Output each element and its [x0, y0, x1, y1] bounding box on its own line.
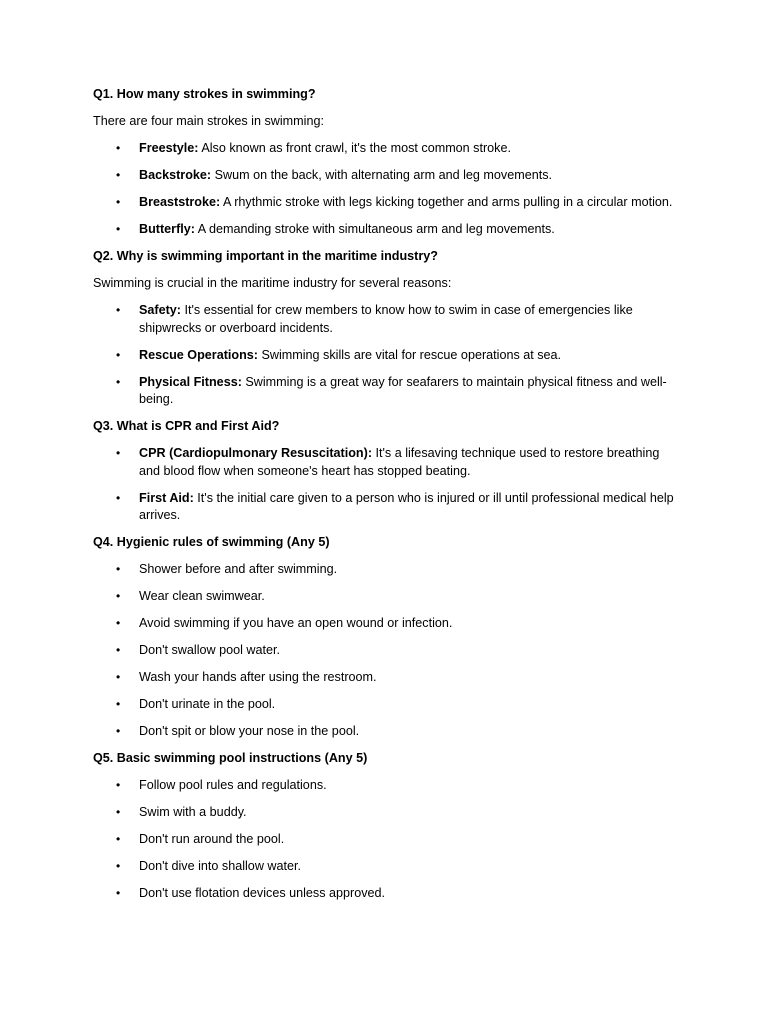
item-term: First Aid: — [139, 490, 194, 505]
list-item — [93, 302, 678, 337]
list-item — [93, 723, 678, 741]
list-item — [93, 490, 678, 525]
bullet-icon: • — [116, 886, 121, 900]
item-text: Swim with a buddy. — [139, 805, 247, 819]
item-text: It's essential for crew members to know how to swim in case of emergencies like shipwrecks or overboard incidents. — [139, 303, 633, 335]
item-term: CPR (Cardiopulmonary Resuscitation): — [139, 446, 373, 460]
list-item — [93, 221, 678, 239]
item-text: Swimming skills are vital for rescue operations at sea. — [257, 347, 562, 362]
item-term: Breaststroke: — [139, 195, 221, 209]
item-term: Butterfly: — [139, 222, 195, 236]
bullet-icon: • — [116, 347, 121, 362]
question-heading: Q4. Hygienic rules of swimming (Any 5) — [93, 535, 330, 549]
item-text: It's the initial care given to a person who is injured or ill until professional medical help arrives. — [139, 490, 674, 522]
item-text: Also known as front crawl, it's the most common stroke. — [198, 141, 511, 155]
answer-intro: Swimming is crucial in the maritime industry for several reasons: — [93, 276, 452, 290]
bullet-icon: • — [116, 195, 121, 209]
question-heading: Q3. What is CPR and First Aid? — [93, 419, 280, 433]
item-text: A demanding stroke with simultaneous arm and leg movements. — [194, 222, 555, 236]
list-item — [93, 885, 678, 903]
list-item — [93, 140, 678, 158]
item-text: Shower before and after swimming. — [139, 562, 338, 576]
answer-intro: There are four main strokes in swimming: — [93, 114, 324, 128]
item-text: Don't spit or blow your nose in the pool. — [139, 724, 360, 738]
answer-list — [93, 445, 678, 525]
item-term: Rescue Operations: — [139, 347, 258, 362]
answer-list — [93, 302, 678, 409]
bullet-icon: • — [116, 303, 121, 317]
bullet-icon: • — [116, 832, 121, 846]
document-page — [93, 86, 678, 912]
item-text: Follow pool rules and regulations. — [139, 778, 327, 792]
bullet-icon: • — [116, 859, 121, 873]
list-item — [93, 194, 678, 212]
list-item — [93, 347, 678, 365]
bullet-icon: • — [116, 446, 121, 460]
question-heading: Q5. Basic swimming pool instructions (Any 5) — [93, 751, 368, 765]
answer-list — [93, 777, 678, 903]
list-item — [93, 374, 678, 409]
bullet-icon: • — [116, 643, 121, 657]
bullet-icon: • — [116, 168, 121, 182]
item-text: Swum on the back, with alternating arm and leg movements. — [211, 168, 553, 182]
bullet-icon: • — [116, 222, 121, 236]
item-term: Freestyle: — [139, 141, 199, 155]
list-item — [93, 445, 678, 480]
item-text: It's a lifesaving technique used to restore breathing and blood flow when someone's heart has stopped beating. — [139, 446, 660, 478]
item-text: A rhythmic stroke with legs kicking together and arms pulling in a circular motion. — [220, 195, 673, 209]
bullet-icon: • — [116, 724, 121, 738]
bullet-icon: • — [116, 805, 121, 819]
bullet-icon: • — [116, 562, 121, 576]
bullet-icon: • — [116, 589, 121, 603]
bullet-icon: • — [116, 490, 121, 505]
question-heading: Q2. Why is swimming important in the maritime industry? — [93, 249, 438, 263]
item-text: Wear clean swimwear. — [139, 589, 265, 603]
list-item — [93, 831, 678, 849]
list-item — [93, 804, 678, 822]
item-text: Don't swallow pool water. — [139, 643, 281, 657]
item-text: Don't run around the pool. — [139, 832, 285, 846]
list-item — [93, 777, 678, 795]
item-text: Don't dive into shallow water. — [139, 859, 302, 873]
item-term: Backstroke: — [139, 168, 212, 182]
answer-list — [93, 140, 678, 239]
list-item — [93, 167, 678, 185]
bullet-icon: • — [116, 778, 121, 792]
bullet-icon: • — [116, 616, 121, 630]
item-term: Physical Fitness: — [139, 374, 242, 389]
list-item — [93, 642, 678, 660]
bullet-icon: • — [116, 670, 121, 684]
question-heading: Q1. How many strokes in swimming? — [93, 87, 316, 101]
item-text: Avoid swimming if you have an open wound or infection. — [139, 616, 453, 630]
bullet-icon: • — [116, 374, 121, 389]
list-item — [93, 696, 678, 714]
list-item — [93, 588, 678, 606]
item-text: Don't use flotation devices unless approved. — [139, 886, 386, 900]
bullet-icon: • — [116, 697, 121, 711]
list-item — [93, 669, 678, 687]
list-item — [93, 615, 678, 633]
item-text: Don't urinate in the pool. — [139, 697, 276, 711]
item-text: Wash your hands after using the restroom. — [139, 670, 377, 684]
list-item — [93, 561, 678, 579]
list-item — [93, 858, 678, 876]
bullet-icon: • — [116, 141, 121, 155]
item-text: Swimming is a great way for seafarers to maintain physical fitness and well-being. — [139, 374, 667, 406]
answer-list — [93, 561, 678, 741]
item-term: Safety: — [139, 303, 181, 317]
